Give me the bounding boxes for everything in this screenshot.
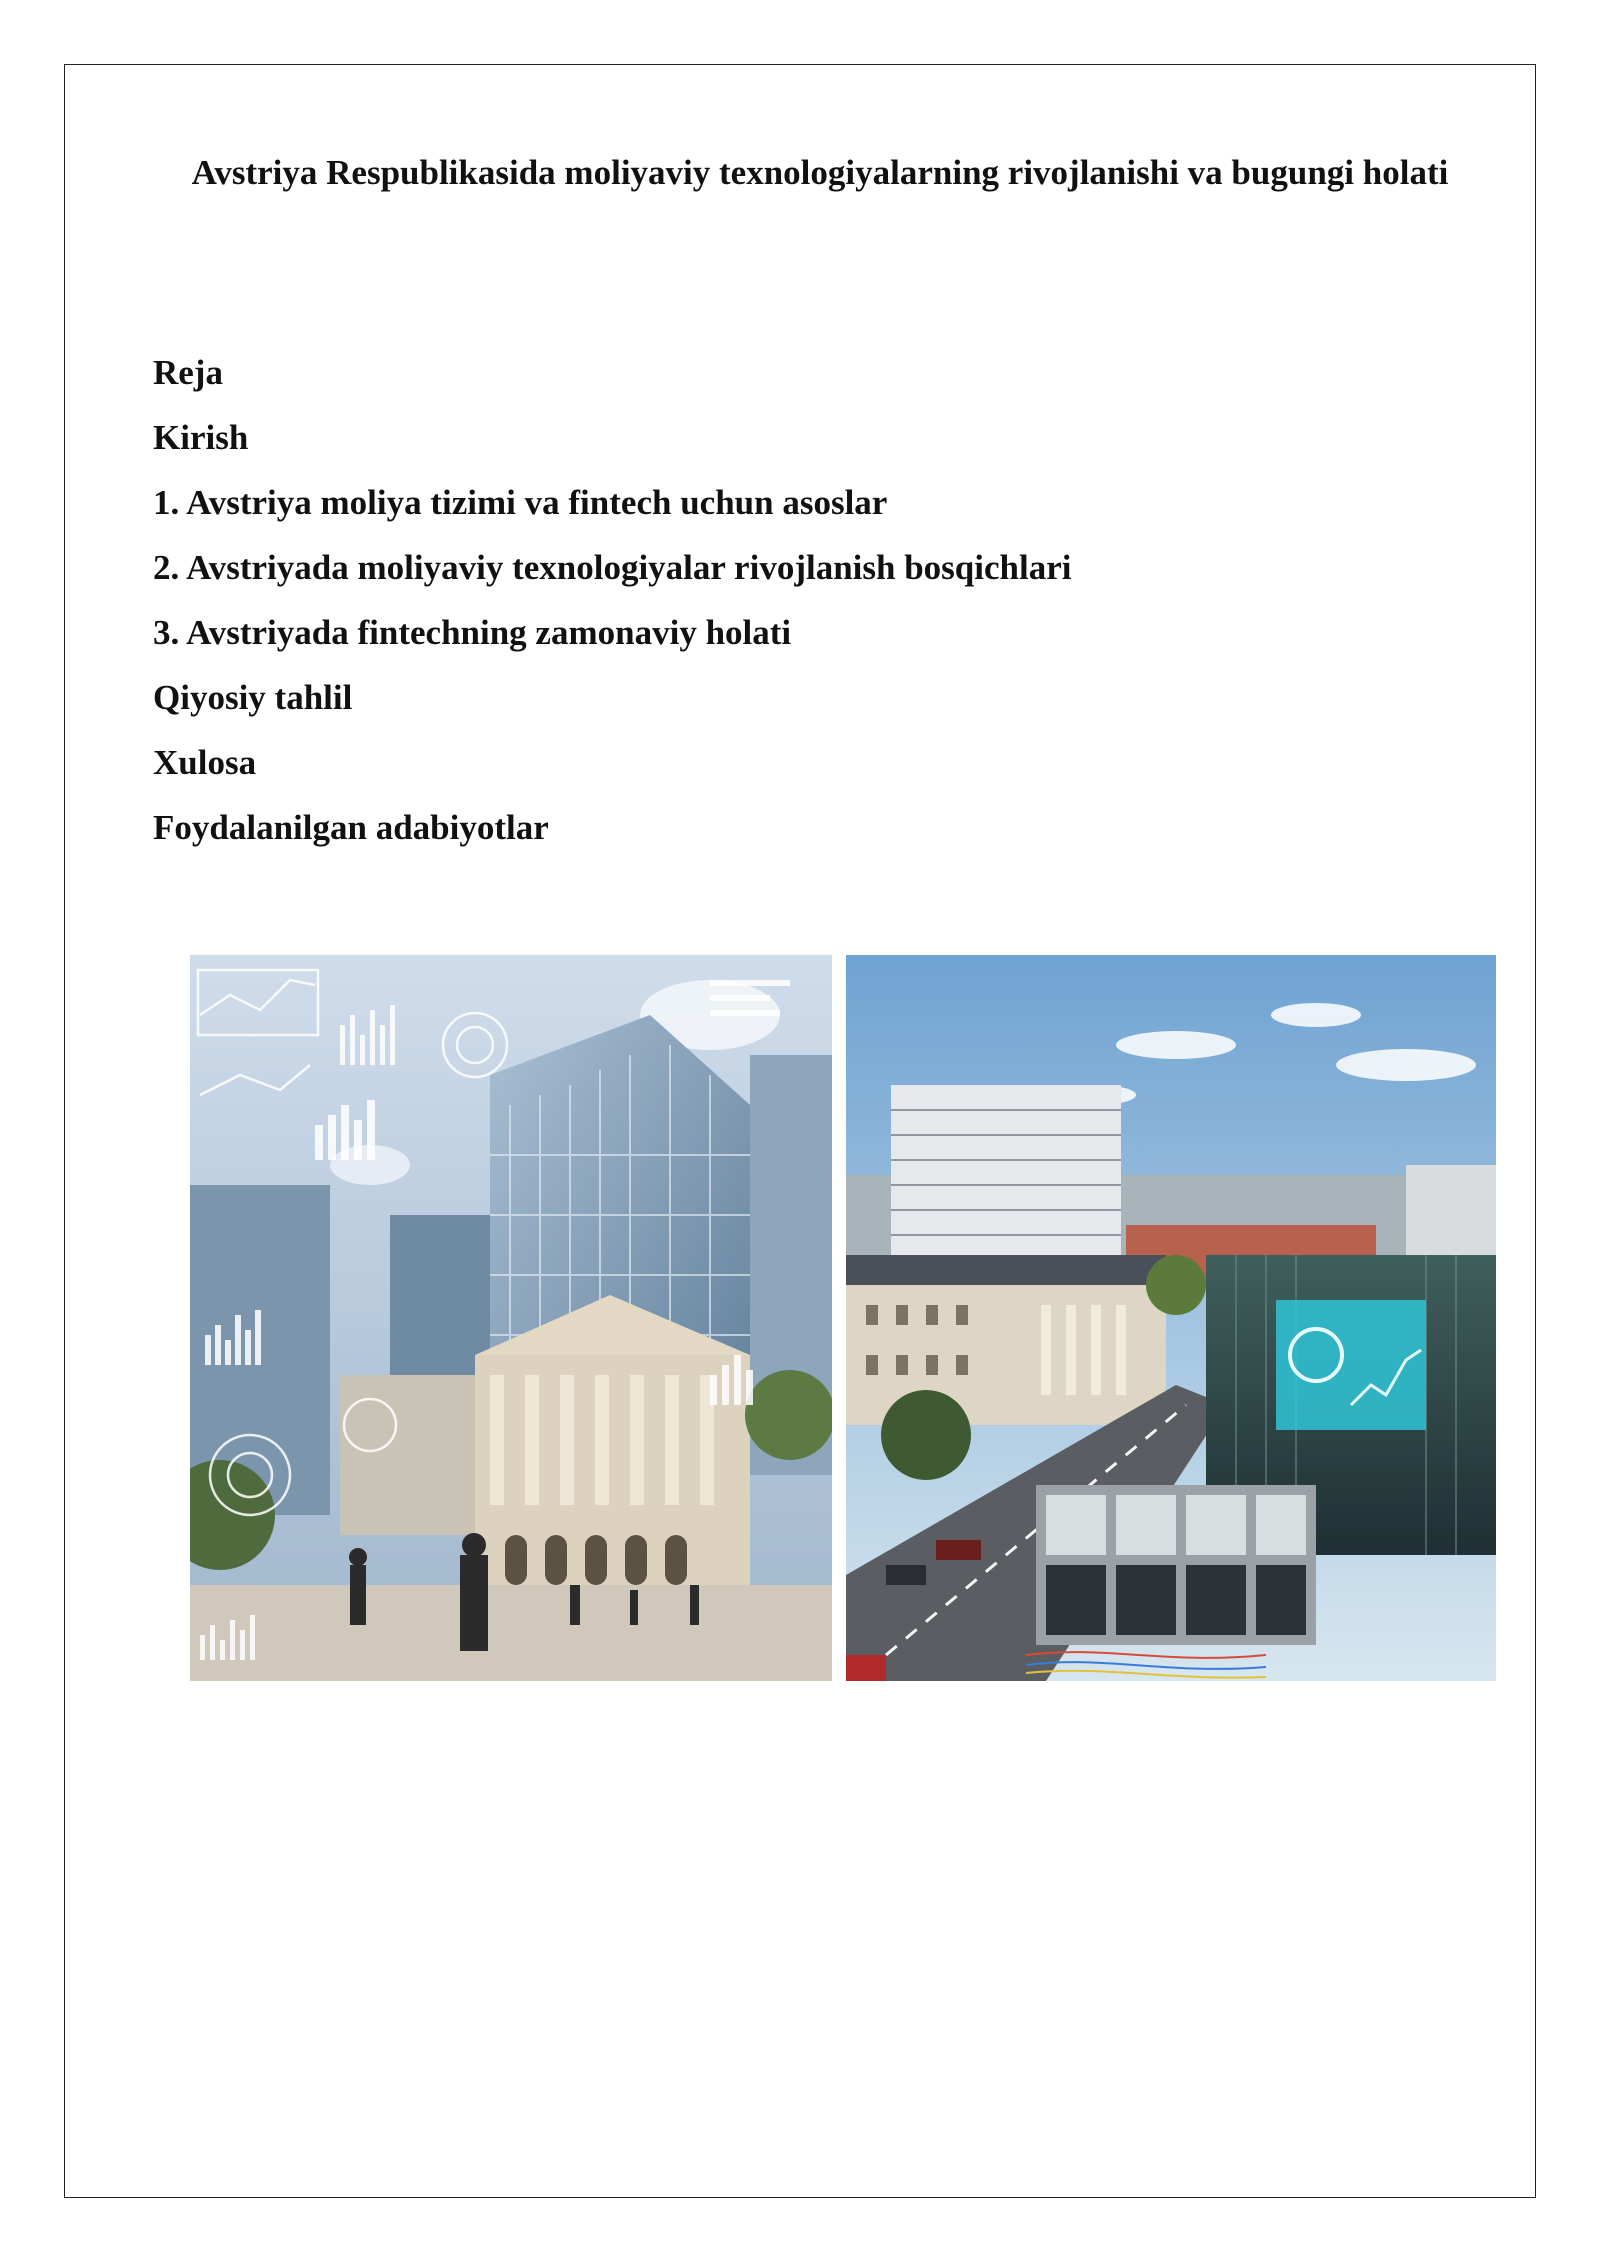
outline-item-3: 3. Avstriyada fintechning zamonaviy holati — [153, 613, 792, 652]
outline-item-xulosa: Xulosa — [153, 743, 257, 782]
document-title: Avstriya Respublikasida moliyaviy texnologiyalarning rivojlanishi va bugungi holati — [191, 153, 1449, 192]
table-of-contents — [153, 340, 1071, 860]
outline-item-kirish: Kirish — [153, 418, 249, 457]
city-fintech-collage-photo — [190, 955, 832, 1681]
aerial-city-datacenter-photo — [846, 955, 1496, 1681]
outline-item-2: 2. Avstriyada moliyaviy texnologiyalar rivojlanish bosqichlari — [153, 548, 1072, 587]
outline-item-qiyosiy-tahlil: Qiyosiy tahlil — [153, 678, 353, 717]
outline-heading-reja: Reja — [153, 353, 223, 392]
outline-item-1: 1. Avstriya moliya tizimi va fintech uchun asoslar — [153, 483, 888, 522]
outline-item-adabiyotlar: Foydalanilgan adabiyotlar — [153, 808, 549, 847]
